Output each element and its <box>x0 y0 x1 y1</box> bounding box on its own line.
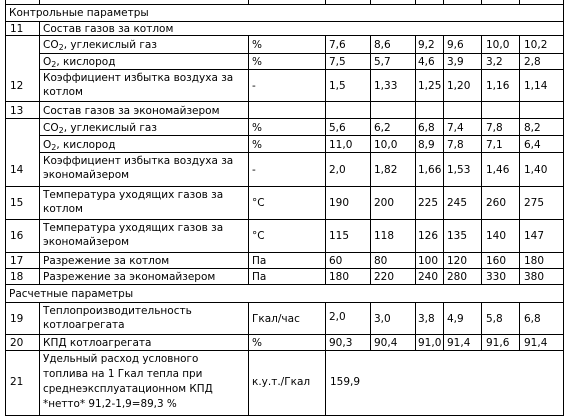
unit-cell: Гкал/час <box>252 313 300 325</box>
value-cell: 8,9 <box>418 139 435 151</box>
value-cell: 8,6 <box>374 39 391 51</box>
value-cell: 11,0 <box>329 139 353 151</box>
unit-cell: °C <box>252 197 265 209</box>
row-number: 15 <box>10 197 24 209</box>
param-label: Температура уходящих газов за экономайзером <box>43 222 224 248</box>
value-cell: 10,0 <box>486 39 510 51</box>
value-cell: 280 <box>447 271 468 283</box>
value-cell: 7,5 <box>329 56 346 68</box>
value-cell: 91,4 <box>447 337 471 349</box>
value-cell: 159,9 <box>330 376 361 388</box>
row-number: 21 <box>10 376 24 388</box>
value-cell: 1,40 <box>524 164 548 176</box>
value-cell: 3,9 <box>447 56 464 68</box>
section-calc-label: Расчетные параметры <box>9 288 134 300</box>
param-label: $O_2$, кислород <box>43 139 116 152</box>
value-cell: 6,8 <box>418 122 435 134</box>
value-cell: 6,4 <box>524 139 541 151</box>
row-number: 14 <box>10 164 24 176</box>
value-cell: 8,2 <box>524 122 541 134</box>
value-cell: 5,8 <box>486 313 503 325</box>
row-number: 17 <box>10 255 24 267</box>
param-label: Разрежение за экономайзером <box>43 271 216 283</box>
value-cell: 275 <box>524 197 545 209</box>
value-cell: 220 <box>374 271 395 283</box>
value-cell: 2,0 <box>329 164 346 176</box>
param-label: Состав газов за экономайзером <box>43 105 220 117</box>
value-cell: 160 <box>486 255 507 267</box>
unit-cell: Па <box>252 255 267 267</box>
value-cell: 9,2 <box>418 39 435 51</box>
value-cell: 10,0 <box>374 139 398 151</box>
param-label: Состав газов за котлом <box>43 23 174 35</box>
value-cell: 1,53 <box>447 164 471 176</box>
value-cell: 91,0 <box>418 337 442 349</box>
value-cell: 3,0 <box>374 313 391 325</box>
param-label: Удельный расход условного топлива на 1 Гкал тепла при среднеэксплуатационном КПД *нетто* 91,2-1,9=89,3 % <box>43 353 213 410</box>
value-cell: 3,2 <box>486 56 503 68</box>
value-cell: 90,4 <box>374 337 398 349</box>
value-cell: 2,8 <box>524 56 541 68</box>
param-label: Теплопроизводительность котлоагрегата <box>43 305 192 331</box>
value-cell: 1,5 <box>329 80 346 92</box>
unit-cell: Па <box>252 271 267 283</box>
value-cell: 330 <box>486 271 507 283</box>
value-cell: 1,82 <box>374 164 398 176</box>
value-cell: 380 <box>524 271 545 283</box>
value-cell: 6,2 <box>374 122 391 134</box>
value-cell: 190 <box>329 197 350 209</box>
value-cell: 7,6 <box>329 39 346 51</box>
value-cell: 7,8 <box>486 122 503 134</box>
value-cell: 140 <box>486 230 507 242</box>
unit-cell: % <box>252 56 262 68</box>
section-control-label: Контрольные параметры <box>9 7 149 19</box>
value-cell: 245 <box>447 197 468 209</box>
value-cell: 120 <box>447 255 468 267</box>
value-cell: 1,16 <box>486 80 510 92</box>
value-cell: 126 <box>418 230 439 242</box>
unit-cell: % <box>252 337 262 349</box>
value-cell: 2,0 <box>329 311 346 323</box>
value-cell: 135 <box>447 230 468 242</box>
param-label: Разрежение за котлом <box>43 255 170 267</box>
value-cell: 180 <box>524 255 545 267</box>
param-label: $CO_2$, углекислый газ <box>43 122 157 135</box>
row-number: 20 <box>10 337 24 349</box>
value-cell: 4,9 <box>447 313 464 325</box>
param-label: $CO_2$, углекислый газ <box>43 39 157 52</box>
row-number: 13 <box>10 105 24 117</box>
value-cell: 3,8 <box>418 313 435 325</box>
param-label: Температура уходящих газов за котлом <box>43 189 224 215</box>
value-cell: 91,4 <box>524 337 548 349</box>
param-label: Коэффициент избытка воздуха за котлом <box>43 72 234 98</box>
value-cell: 118 <box>374 230 395 242</box>
row-number: 19 <box>10 313 24 325</box>
value-cell: 1,33 <box>374 80 398 92</box>
row-number: 12 <box>10 80 24 92</box>
unit-cell: % <box>252 122 262 134</box>
value-cell: 1,25 <box>418 80 442 92</box>
value-cell: 1,14 <box>524 80 548 92</box>
value-cell: 6,8 <box>524 313 541 325</box>
row-number: 11 <box>10 23 24 35</box>
value-cell: 4,6 <box>418 56 435 68</box>
param-label: Коэффициент избытка воздуха за экономайзером <box>43 155 234 181</box>
value-cell: 90,3 <box>329 337 353 349</box>
value-cell: 200 <box>374 197 395 209</box>
unit-cell: - <box>252 164 256 176</box>
value-cell: 5,7 <box>374 56 391 68</box>
value-cell: 80 <box>374 255 388 267</box>
value-cell: 1,46 <box>486 164 510 176</box>
value-cell: 7,4 <box>447 122 464 134</box>
value-cell: 180 <box>329 271 350 283</box>
value-cell: 91,6 <box>486 337 510 349</box>
value-cell: 260 <box>486 197 507 209</box>
unit-cell: °C <box>252 230 265 242</box>
value-cell: 7,1 <box>486 139 503 151</box>
value-cell: 115 <box>329 230 350 242</box>
value-cell: 240 <box>418 271 439 283</box>
value-cell: 1,20 <box>447 80 471 92</box>
param-label: КПД котлоагрегата <box>43 337 152 349</box>
value-cell: 9,6 <box>447 39 464 51</box>
unit-cell: - <box>252 80 256 92</box>
value-cell: 7,8 <box>447 139 464 151</box>
row-number: 18 <box>10 271 24 283</box>
unit-cell: к.у.т./Гкал <box>252 376 311 388</box>
value-cell: 100 <box>418 255 439 267</box>
unit-cell: % <box>252 39 262 51</box>
value-cell: 147 <box>524 230 545 242</box>
unit-cell: % <box>252 139 262 151</box>
value-cell: 225 <box>418 197 439 209</box>
param-label: $O_2$, кислород <box>43 56 116 69</box>
row-number: 16 <box>10 230 24 242</box>
value-cell: 10,2 <box>524 39 548 51</box>
value-cell: 1,66 <box>418 164 442 176</box>
value-cell: 60 <box>329 255 343 267</box>
value-cell: 5,6 <box>329 122 346 134</box>
